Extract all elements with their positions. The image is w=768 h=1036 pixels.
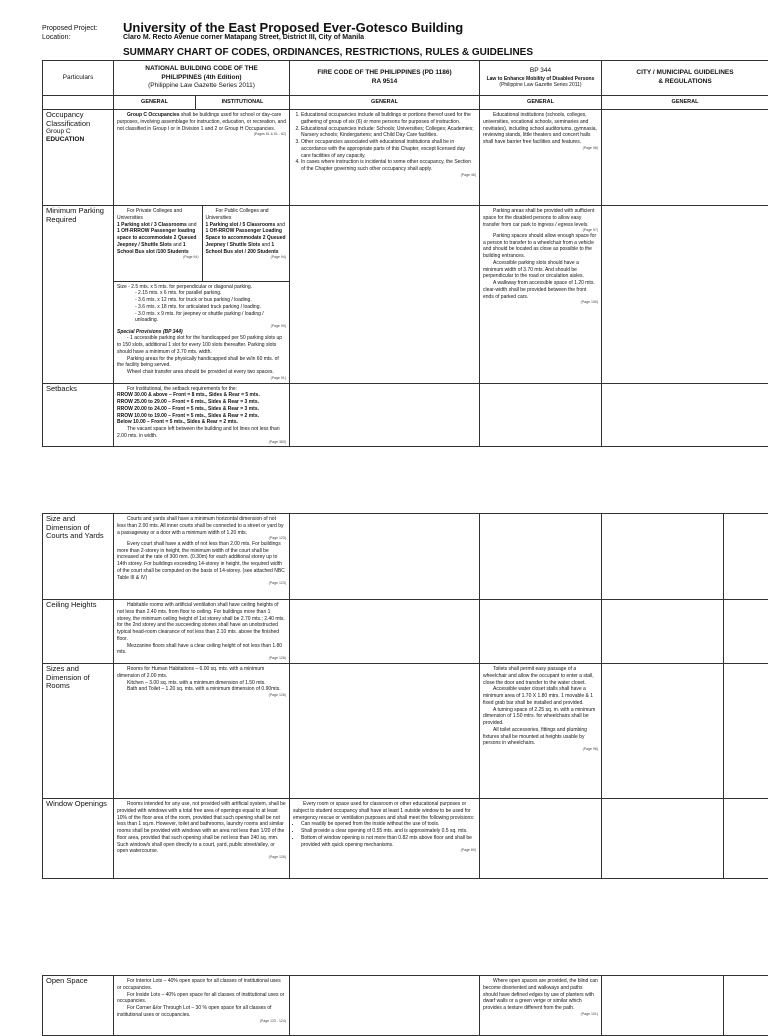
parking-size-head: Size - 2.5 mts. x 5 mts. for perpendicular or diagonal parking.	[117, 284, 286, 291]
courts-fire-cell	[290, 514, 480, 600]
parking-special-head: Special Provisions (BP 344)	[117, 329, 286, 336]
window-city-cell	[602, 799, 724, 879]
parking-public-ratio: 1 Parking slot / 5 Classrooms	[206, 222, 276, 228]
occupancy-bp-text	[480, 110, 602, 206]
parking-private-and2: and	[172, 242, 183, 248]
occupancy-fire-item: 3. Other occupancies associated with educational institutions shall be in accordance with the appropriate parts of this Chapter, except licensed day care facilities of any capacity.	[301, 139, 476, 159]
open-space-fire-cell	[290, 976, 480, 1036]
open-space-p2: For Inside Lots – 40% open space for all classes of institutional uses or occupancies.	[117, 992, 286, 1006]
courts-city-cell	[602, 514, 724, 600]
open-space-p3: For Corner &/or Through Lot – 30 % open space for all classes of institutional uses or occupancies.	[117, 1005, 286, 1019]
occupancy-bp-ref: (Page 98)	[483, 146, 598, 151]
window-fire-item: • Shall provide a clear opening of 0.55 mts. and is approximately 0.5 sq. mts.	[301, 828, 476, 835]
parking-size-ref: (Page 90)	[117, 324, 286, 329]
codes-table-section-2	[42, 513, 768, 879]
parking-bp-ref1: (Page 97)	[483, 228, 598, 233]
window-fire-item: • Can readily be opened from the inside without the use of tools.	[301, 821, 476, 828]
setbacks-line: RROW 10.00 to 19.00 – Front = 5 mts., Sides & Rear = 2 mts.	[117, 413, 286, 420]
parking-bp-p4: A walkway from accessible space of 1.20 mts. clear-width shall be provided between the front ends of parked cars.	[483, 280, 598, 300]
window-ref: (Page 126)	[117, 855, 286, 860]
subheader-fire-general: GENERAL	[290, 96, 480, 110]
ceiling-city-cell	[602, 600, 724, 664]
project-address: Claro M. Recto Avenue corner Matapang Street, District III, City of Manila	[123, 34, 364, 41]
courts-nbc-text	[114, 514, 290, 600]
particular-window	[43, 799, 114, 879]
ceiling-p1: Habitable rooms with artificial ventilation shall have ceiling heights of not less than 2.40 mts. from floor to ceiling. For buildings more than 1 storey, the minimum ceiling height of 1st storey shall be 2.70 mts.; 2.40 mts. for the 2nd storey and the succeeding stories shall have an unobstructed typical head-room clearance of not less than 2.10 mts. above the finished floor.	[117, 602, 286, 643]
courts-ref2: (Page 123)	[117, 581, 286, 586]
setbacks-city-cell	[602, 383, 768, 447]
occupancy-fire-text	[290, 110, 480, 206]
parking-size-line: - 3.6 mts. x 12 mts. for truck or bus parking / loading.	[117, 297, 286, 304]
rooms-p1: Rooms for Human Habitations – 6.00 sq. mts. with a minimum dimension of 2.00 mts.	[117, 666, 286, 680]
subheader-nbc-institutional: INSTITUTIONAL	[196, 96, 290, 110]
courts-p1: Courts and yards shall have a minimum horizontal dimension of not less than 2.00 mts. All inner courts shall be connected to a street or yard by a passageway or a door with a minimum width of 1.20 mts.	[117, 516, 286, 536]
rooms-nbc-text	[114, 664, 290, 799]
occupancy-nbc-ref: (Pages 61 & 61 - 62)	[117, 132, 286, 137]
fire-line1: FIRE CODE OF THE PHILIPPINES (PD 1186)	[317, 69, 451, 76]
setbacks-fire-cell	[290, 383, 480, 447]
row-parking	[43, 206, 768, 384]
parking-public-bus: 1 School Bus slot / 200 Students	[206, 242, 279, 255]
open-space-bp-p1: Where open spaces are provided, the blind can become disoriented and walkways and paths should have defined edges by use of planters with dwarf walls or a green verge or similar which provides a texture different from the path.	[483, 978, 598, 1012]
parking-private-loading: 1 Off-RRROW Passenger loading space to accommodate 2 Queued Jeepney / Shuttle Slots	[117, 228, 196, 248]
col-header-bp344	[480, 61, 602, 96]
ceiling-p2: Mezzanine floors shall have a clear ceiling height of not less than 1.80 mts.	[117, 643, 286, 657]
setbacks-ref: (Page 383)	[117, 440, 286, 445]
window-fire-intro: Every room or space used for classroom or other educational purposes or subject to student occupancy shall have at least 1 outside window to be used for emergency rescue or ventilation purposes and shall meet the following provisions:	[293, 801, 476, 821]
parking-private-bus: 1 School Bus slot /100 Students	[117, 242, 189, 255]
particular-ceiling	[43, 600, 114, 664]
ceiling-label: Ceiling Heights	[46, 600, 96, 609]
parking-bp-text	[480, 206, 602, 384]
particular-parking	[43, 206, 114, 384]
parking-public-and2: and	[260, 242, 271, 248]
window-extra-cell	[724, 799, 768, 879]
setbacks-intro: For Institutional, the setback requirements for the:	[117, 386, 286, 393]
courts-p2: Every court shall have a width of not less than 2.00 mts. For buildings more than 2-storey in height, the minimum width of the court shall be increased at the rate of 300 mm. (0.30m) for each additional storey up to 14th storey. For buildings exceeding 14-storey in height, the required width of the court shall be computed on the basis of 14-storey. (see attached NBC Table III & IV)	[117, 541, 286, 582]
subheader-blank	[43, 96, 114, 110]
parking-public-intro: For Public Colleges and Universities	[206, 208, 269, 221]
courts-bp-cell	[480, 514, 602, 600]
parking-public-and: and	[275, 222, 285, 228]
col-header-city	[602, 61, 768, 96]
rooms-p2: Kitchen – 3.00 sq. mts. with a minimum dimension of 1.50 mts.	[117, 680, 286, 687]
occupancy-nbc-bold: Group C Occupancies	[127, 112, 180, 118]
ceiling-ref: (Page 126)	[117, 656, 286, 661]
parking-bp-p1: Parking areas shall be provided with sufficient space for the disabled persons to allow easy transfer from car park to ingress / egress levels.	[483, 208, 598, 228]
parking-city-cell	[602, 206, 768, 384]
rooms-fire-cell	[290, 664, 480, 799]
occupancy-fire-item: 2. Educational occupancies include: Schools; Universities; Colleges; Academies; Nursery schools; Kindergartens; and Child Day Care facilities.	[301, 126, 476, 140]
parking-size-line: - 2.15 mts. x 6 mts. for parallel parking.	[117, 290, 286, 297]
occupancy-group: Group C	[46, 128, 110, 135]
parking-fire-cell	[290, 206, 480, 384]
fire-line2: RA 9514	[372, 78, 397, 85]
particular-open-space	[43, 976, 114, 1036]
rooms-ref: (Page 126)	[117, 693, 286, 698]
ceiling-nbc-text	[114, 600, 290, 664]
parking-bp-p3: Accessible parking slots should have a minimum width of 3.70 mts. And should be perpendicular to the road or circulation aisles.	[483, 260, 598, 280]
rooms-extra-cell	[724, 664, 768, 799]
setbacks-nbc-text	[114, 383, 290, 447]
window-fire-item: • Bottom of window opening is not more than 0.82 mts above floor and shall be provided with quick opening mechanisms.	[301, 835, 476, 849]
parking-private-ref: (Page 94)	[117, 255, 199, 260]
parking-sizes	[114, 281, 289, 383]
rooms-city-cell	[602, 664, 724, 799]
col-header-particulars: Particulars	[43, 61, 114, 96]
project-title: University of the East Proposed Ever-Gotesco Building	[123, 20, 463, 35]
occupancy-fire-item: 4. In cases where instruction is incidental to some other occupancy, the Section of the Chapter governing such other occupancy shall apply.	[301, 159, 476, 173]
rooms-p3: Bath and Toilet – 1.20 sq. mts. with a minimum dimension of 0.90mts.	[117, 686, 286, 693]
bp-line3: (Philippine Law Gazette Series 2011)	[482, 82, 599, 89]
rooms-bp-text	[480, 664, 602, 799]
parking-private	[114, 206, 202, 281]
codes-table-section-3	[42, 975, 768, 1036]
row-window	[43, 799, 768, 879]
occupancy-bp-body: Educational institutions (schools, colleges, universities, vocational schools, seminaries and novitiates), including school auditoriums, gymnasia, reviewing stands, little theaters and concert halls shall have barrier free facilities and features.	[483, 112, 598, 146]
parking-private-ratio: 1 Parking slot / 3 Classrooms	[117, 222, 187, 228]
occupancy-fire-ref: (Page 46)	[293, 173, 476, 178]
bp-line1: BP 344	[530, 67, 551, 74]
proposed-project-label: Proposed Project:	[42, 25, 98, 32]
open-space-label: Open Space	[46, 976, 88, 985]
subheader-nbc-general: GENERAL	[114, 96, 196, 110]
city-line1: CITY / MUNICIPAL GUIDELINES	[636, 69, 733, 76]
parking-nbc-cell	[114, 206, 290, 384]
occupancy-city-cell	[602, 110, 768, 206]
occupancy-nbc-text	[114, 110, 290, 206]
window-fire-ref: (Page 89)	[293, 848, 476, 853]
courts-extra-cell	[724, 514, 768, 600]
open-space-nbc-text	[114, 976, 290, 1036]
setbacks-line: RROW 25.00 to 29.00 – Front = 6 mts., Sides & Rear = 3 mts.	[117, 399, 286, 406]
ceiling-fire-cell	[290, 600, 480, 664]
row-courts	[43, 514, 768, 600]
col-header-fire-code	[290, 61, 480, 96]
occupancy-nbc-body: shall be buildings used for school or day-care purposes, involving assemblage for instruction, education, or recreation, and not classified in Group I or in Division 1 and 2 or Group H Occupancies.	[117, 112, 286, 132]
parking-private-intro: For Private Colleges and Universities	[117, 208, 182, 221]
bp-line2: Law to Enhance Mobility of Disabled Persons	[482, 76, 599, 83]
particular-occupancy	[43, 110, 114, 206]
ceiling-bp-cell	[480, 600, 602, 664]
row-ceiling	[43, 600, 768, 664]
row-open-space	[43, 976, 768, 1036]
open-space-city-cell	[602, 976, 724, 1036]
setbacks-label: Setbacks	[46, 384, 77, 393]
particular-rooms	[43, 664, 114, 799]
rooms-label: Sizes and Dimension of Rooms	[46, 664, 90, 690]
summary-title: SUMMARY CHART OF CODES, ORDINANCES, RESTRICTIONS, RULES & GUIDELINES	[123, 47, 533, 58]
codes-table-section-1	[42, 60, 768, 447]
ceiling-extra-cell	[724, 600, 768, 664]
particular-setbacks	[43, 383, 114, 447]
parking-special-2: Parking areas for the physically handicapped shall be w/in 60 mts. of the facility being served.	[117, 356, 286, 370]
rooms-bp-p1: Toilets shall permit easy passage of a wheelchair and allow the occupant to enter a stall, close the door and transfer to the water closet.	[483, 666, 598, 686]
parking-public	[202, 206, 289, 281]
rooms-bp-p4: All toilet accessories, fittings and plumbing fixtures shall be mounted at heights usable by persons in wheelchairs.	[483, 727, 598, 747]
rooms-bp-ref: (Page 98)	[483, 747, 598, 752]
window-fire-text	[290, 799, 480, 879]
row-occupancy	[43, 110, 768, 206]
open-space-ref: (Page 123 - 124)	[117, 1019, 286, 1024]
open-space-bp-text	[480, 976, 602, 1036]
parking-public-loading: 1 Off-RROW Passenger Loading Space to accommodate 2 Queued Jeepney / Shuttle Slots	[206, 228, 286, 248]
window-bp-cell	[480, 799, 602, 879]
nbc-line2: PHILIPPINES (4th Edition)	[161, 74, 241, 81]
open-space-extra-cell	[724, 976, 768, 1036]
parking-special-1: - 1 accessible parking slot for the handicapped per 50 parking slots up to 150 slots, additional 1 slot for every 100 slots thereafter. Parking slots should have a minimum of 3.70 mts. width.	[117, 335, 286, 355]
courts-ref1: (Page 123)	[117, 536, 286, 541]
parking-size-line: - 3.6 mts. x 18 mts. for articulated truck parking / loading.	[117, 304, 286, 311]
parking-special-3: Wheel chair transfer area should be provided at every two spaces.	[117, 369, 286, 376]
occupancy-group-name: EDUCATION	[46, 136, 84, 143]
setbacks-line: Below 10.00 – Front = 5 mts., Sides & Rear = 2 mts.	[117, 419, 286, 426]
rooms-bp-p2: Accessible water closet stalls shall have a minimum area of 1.70 X 1.80 mtrs. 1 movable & 1 fixed grab bar shall be installed and provided.	[483, 686, 598, 706]
open-space-p1: For Interior Lots – 40% open space for all classes of institutional uses or occupancies.	[117, 978, 286, 992]
parking-private-and: and	[187, 222, 197, 228]
parking-bp-ref2: (Page 106)	[483, 300, 598, 305]
parking-public-ref: (Page 94)	[206, 255, 287, 260]
window-label: Window Openings	[46, 799, 107, 808]
subheader-city-general: GENERAL	[602, 96, 768, 110]
courts-label: Size and Dimension of Courts and Yards	[46, 514, 104, 540]
row-setbacks	[43, 383, 768, 447]
window-nbc-text	[114, 799, 290, 879]
location-label: Location:	[42, 34, 70, 41]
nbc-line1: NATIONAL BUILDING CODE OF THE	[145, 65, 257, 72]
window-p1: Rooms intended for any use, not provided with artificial system, shall be provided with windows with a total free area of openings equal to at least 10% of the floor area of the room, provided that such opening shall be not less than 1 sq.m. However, toilet and bathrooms, laundry rooms and similar rooms shall be provided with windows with an area not less than 1/20 of the floor area, provided that such opening shall be not less than 240 sq. mm. Such window/s shall open directly to a court, yard, public street/alley, or open watercourse.	[117, 801, 286, 855]
rooms-bp-p3: A turning space of 2.25 sq. m. with a minimum dimension of 1.50 mtrs. for wheelchairs shall be provided.	[483, 707, 598, 727]
open-space-bp-ref: (Page 101)	[483, 1012, 598, 1017]
parking-size-line: - 3.0 mts. x 9 mts. for jeepney or shuttle parking / loading / unloading.	[117, 311, 286, 325]
parking-bp-p2: Parking spaces should allow enough space for a person to transfer to a wheelchair from a vehicle and should be located as close as possible to the building entrances.	[483, 233, 598, 260]
setbacks-line: RROW 30.00 & above – Front = 8 mts., Sides & Rear = 5 mts.	[117, 392, 286, 399]
occupancy-label: Occupancy Classification	[46, 110, 90, 128]
setbacks-outro: The vacant space left between the building and lot lines not less than 2.00 mts. in width.	[117, 426, 286, 440]
particular-courts	[43, 514, 114, 600]
parking-special-ref: (Page 91)	[117, 376, 286, 381]
setbacks-line: RROW 20.00 to 24.00 – Front = 5 mts., Sides & Rear = 3 mts.	[117, 406, 286, 413]
col-header-nbc	[114, 61, 290, 96]
setbacks-bp-cell	[480, 383, 602, 447]
subheader-bp-general: GENERAL	[480, 96, 602, 110]
row-rooms	[43, 664, 768, 799]
nbc-line3: (Philippine Law Gazette Series 2011)	[148, 82, 255, 89]
city-line2: & REGULATIONS	[658, 78, 711, 85]
occupancy-fire-item: 1. Educational occupancies include all buildings or portions thereof used for the gathering of group of six (6) or more persons for purposes of instruction.	[301, 112, 476, 126]
parking-label: Minimum Parking Required	[46, 206, 104, 224]
